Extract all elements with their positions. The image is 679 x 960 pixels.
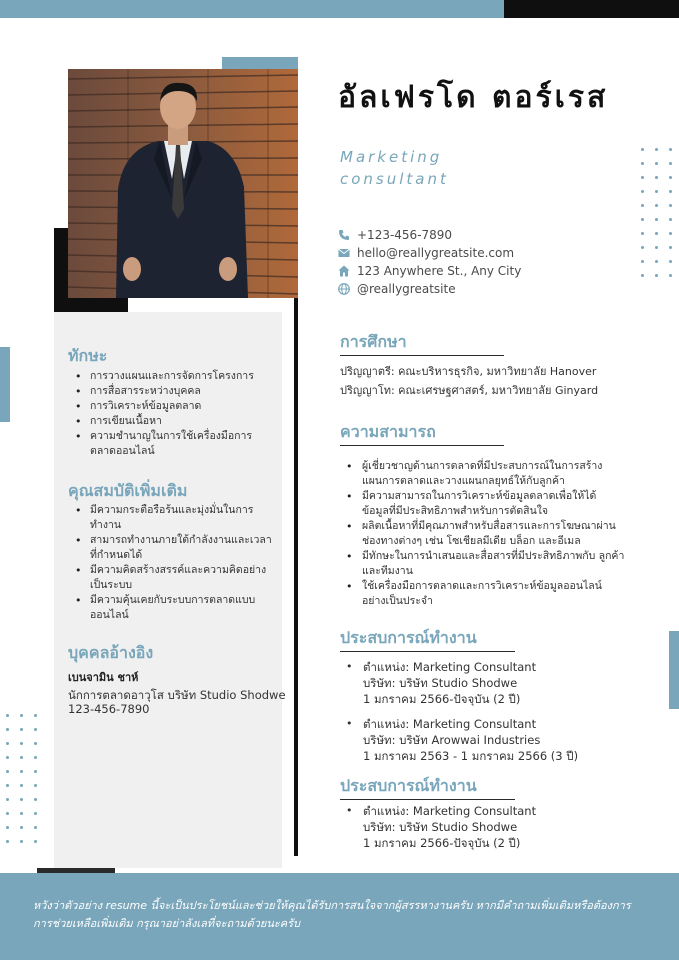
education-row: ปริญญาตรี: คณะบริหารธุรกิจ, มหาวิทยาลัย Hanover bbox=[340, 365, 597, 378]
skill-item: • การวางแผนและการจัดการโครงการ bbox=[68, 369, 274, 384]
top-accent-bar bbox=[0, 0, 504, 18]
experience-title: ประสบการณ์ทำงาน bbox=[340, 628, 477, 647]
role-line-2: consultant bbox=[340, 170, 449, 188]
role-line-1: Marketing bbox=[340, 148, 443, 166]
reference-phone: 123-456-7890 bbox=[68, 702, 150, 716]
abilities-title: ความสามารถ bbox=[340, 422, 436, 441]
ability-item: • ผู้เชี่ยวชาญด้านการตลาดที่มีประสบการณ์ในการสร้าง แผนการตลาดและวางแผนกลยุทธ์ให้กับลูกค้า bbox=[340, 459, 625, 489]
address-text: 123 Anywhere St., Any City bbox=[357, 264, 522, 278]
job-company: บริษัท: บริษัท Studio Shodwe bbox=[363, 820, 518, 834]
education-rule bbox=[340, 355, 504, 356]
job-entry: • ตำแหน่ง: Marketing Consultant บริษัท: บริษัท Arowwai Industries 1 มกราคม 2563 - 1 มกราคม 2566 (3 ปี) bbox=[346, 717, 579, 763]
right-edge-accent bbox=[669, 631, 679, 709]
skill-item: • การวิเคราะห์ข้อมูลตลาด bbox=[68, 399, 274, 414]
contact-address bbox=[338, 264, 521, 278]
ability-item: • มีความสามารถในการวิเคราะห์ข้อมูลตลาดเพื่อให้ได้ ข้อมูลที่มีประสิทธิภาพสำหรับการตัดสินใจ bbox=[340, 489, 625, 519]
experience2-title: ประสบการณ์ทำงาน bbox=[340, 776, 477, 795]
quality-item: • มีความคุ้นเคยกับระบบการตลาดแบบ ออนไลน์ bbox=[68, 593, 274, 623]
education-list bbox=[340, 362, 640, 400]
job-position: ตำแหน่ง: Marketing Consultant bbox=[363, 717, 537, 731]
job-entry: • ตำแหน่ง: Marketing Consultant บริษัท: บริษัท Studio Shodwe 1 มกราคม 2566-ปัจจุบัน (2 ปี) bbox=[346, 804, 537, 850]
panel-divider-line bbox=[294, 298, 298, 856]
job-position: ตำแหน่ง: Marketing Consultant bbox=[363, 804, 537, 818]
footer-line-1: หวังว่าตัวอย่าง resume นี้จะเป็นประโยชน์และช่วยให้คุณได้รับการสนใจจากผู้สรรหางานครับ หากมีคำถามเพิ่มเติมหรือต้องการ bbox=[33, 899, 631, 912]
job-period: 1 มกราคม 2563 - 1 มกราคม 2566 (3 ปี) bbox=[363, 749, 579, 763]
top-dark-bar bbox=[504, 0, 679, 18]
footer-line-2: การช่วยเหลือเพิ่มเติม กรุณาอย่าลังเลที่จะถามด้วยนะครับ bbox=[33, 917, 301, 930]
quality-item: • มีความคิดสร้างสรรค์และความคิดอย่าง เป็นระบบ bbox=[68, 563, 274, 593]
skills-list bbox=[68, 369, 274, 459]
skill-item: • การเขียนเนื้อหา bbox=[68, 414, 274, 429]
candidate-role bbox=[340, 146, 449, 190]
photo-frame-dark-horizontal bbox=[54, 298, 128, 312]
job-position: ตำแหน่ง: Marketing Consultant bbox=[363, 660, 537, 674]
abilities-rule bbox=[340, 445, 504, 446]
social-text: @reallygreatsite bbox=[357, 282, 456, 296]
reference-title: บุคคลอ้างอิง bbox=[68, 643, 154, 662]
phone-text: +123-456-7890 bbox=[357, 228, 453, 242]
education-title: การศึกษา bbox=[340, 332, 407, 351]
job-entry: • ตำแหน่ง: Marketing Consultant บริษัท: บริษัท Studio Shodwe 1 มกราคม 2566-ปัจจุบัน (2 ปี) bbox=[346, 660, 537, 706]
skill-item: • การสื่อสารระหว่างบุคคล bbox=[68, 384, 274, 399]
skill-item: • ความชำนาญในการใช้เครื่องมือการ ตลาดออนไลน์ bbox=[68, 429, 274, 459]
experience2-rule bbox=[340, 799, 515, 800]
skills-title: ทักษะ bbox=[68, 346, 108, 365]
footer-note bbox=[33, 897, 653, 933]
quality-item: • สามารถทำงานภายใต้กำลังงานและเวลา ที่กำหนดได้ bbox=[68, 533, 274, 563]
job-company: บริษัท: บริษัท Studio Shodwe bbox=[363, 676, 518, 690]
quality-item: • มีความกระตือรือร้นและมุ่งมั่นในการ ทำงาน bbox=[68, 503, 274, 533]
dot-pattern-right bbox=[641, 148, 672, 277]
email-text: hello@reallygreatsite.com bbox=[357, 246, 515, 260]
ability-item: • ผลิตเนื้อหาที่มีคุณภาพสำหรับสื่อสารและการโฆษณาผ่าน ช่องทางต่างๆ เช่น โซเชียลมีเดีย บล็อก และอีเมล bbox=[340, 519, 625, 549]
reference-name: เบนจามิน ชาห์ bbox=[68, 671, 139, 684]
job-company: บริษัท: บริษัท Arowwai Industries bbox=[363, 733, 541, 747]
profile-photo bbox=[68, 69, 298, 298]
globe-icon bbox=[338, 283, 350, 295]
home-icon bbox=[338, 265, 350, 277]
ability-item: • มีทักษะในการนำเสนอและสื่อสารที่มีประสิทธิภาพกับ ลูกค้าและทีมงาน bbox=[340, 549, 625, 579]
abilities-list bbox=[340, 459, 625, 609]
left-edge-accent bbox=[0, 347, 10, 422]
dot-pattern-left bbox=[6, 714, 37, 843]
qualities-list bbox=[68, 503, 274, 623]
job-period: 1 มกราคม 2566-ปัจจุบัน (2 ปี) bbox=[363, 836, 521, 850]
candidate-name: อัลเฟรโด ตอร์เรส bbox=[338, 80, 609, 115]
qualities-title: คุณสมบัติเพิ่มเติม bbox=[68, 481, 188, 500]
mail-icon bbox=[338, 247, 350, 259]
job-period: 1 มกราคม 2566-ปัจจุบัน (2 ปี) bbox=[363, 692, 521, 706]
ability-item: • ใช้เครื่องมือการตลาดและการวิเคราะห์ข้อมูลออนไลน์ อย่างเป็นประจำ bbox=[340, 579, 625, 609]
education-row: ปริญญาโท: คณะเศรษฐศาสตร์, มหาวิทยาลัย Ginyard bbox=[340, 384, 599, 397]
contact-phone[interactable] bbox=[338, 228, 452, 242]
phone-icon bbox=[338, 229, 350, 241]
contact-social[interactable] bbox=[338, 282, 456, 296]
experience-rule bbox=[340, 651, 515, 652]
photo-frame-accent bbox=[222, 57, 298, 69]
contact-email[interactable] bbox=[338, 246, 514, 260]
reference-position: นักการตลาดอาวุโส บริษัท Studio Shodwe bbox=[68, 688, 286, 702]
